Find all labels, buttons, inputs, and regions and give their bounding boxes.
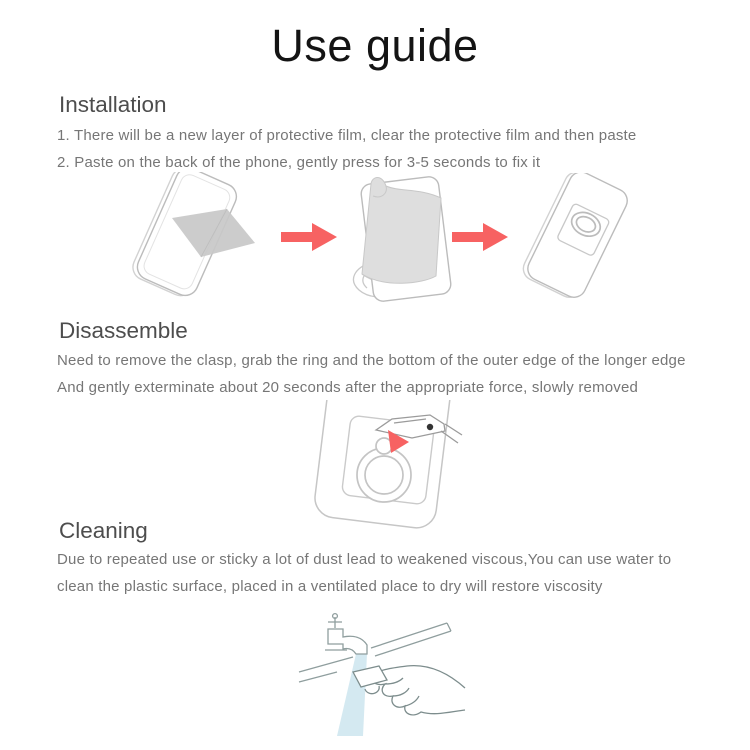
arrow-right-icon — [281, 221, 339, 253]
phone-with-protective-film-icon — [115, 172, 265, 302]
installation-step-1: 1. There will be a new layer of protective film, clear the protective film and then paste — [57, 127, 637, 144]
disassemble-instruction-2: And gently exterminate about 20 seconds after the appropriate force, slowly removed — [57, 379, 639, 396]
cleaning-instruction-1: Due to repeated use or sticky a lot of dust lead to weakened viscous,You can use water to — [57, 551, 672, 568]
disassemble-instruction-1: Need to remove the clasp, grab the ring and the bottom of the outer edge of the longer edge — [57, 352, 686, 369]
installation-step-2: 2. Paste on the back of the phone, gently press for 3-5 seconds to fix it — [57, 154, 541, 171]
phone-with-ring-holder-icon — [518, 173, 643, 303]
section-heading-cleaning: Cleaning — [59, 518, 148, 543]
rinse-holder-under-faucet-icon — [295, 608, 470, 748]
peel-film-off-phone-icon — [342, 170, 467, 305]
cleaning-instruction-2: clean the plastic surface, placed in a ventilated place to dry will restore viscosity — [57, 578, 603, 595]
page-title: Use guide — [271, 20, 479, 71]
arrow-right-icon — [452, 221, 510, 253]
section-heading-disassemble: Disassemble — [59, 318, 188, 343]
section-heading-installation: Installation — [59, 92, 167, 117]
pry-tool-removing-ring-holder-icon — [308, 400, 473, 532]
